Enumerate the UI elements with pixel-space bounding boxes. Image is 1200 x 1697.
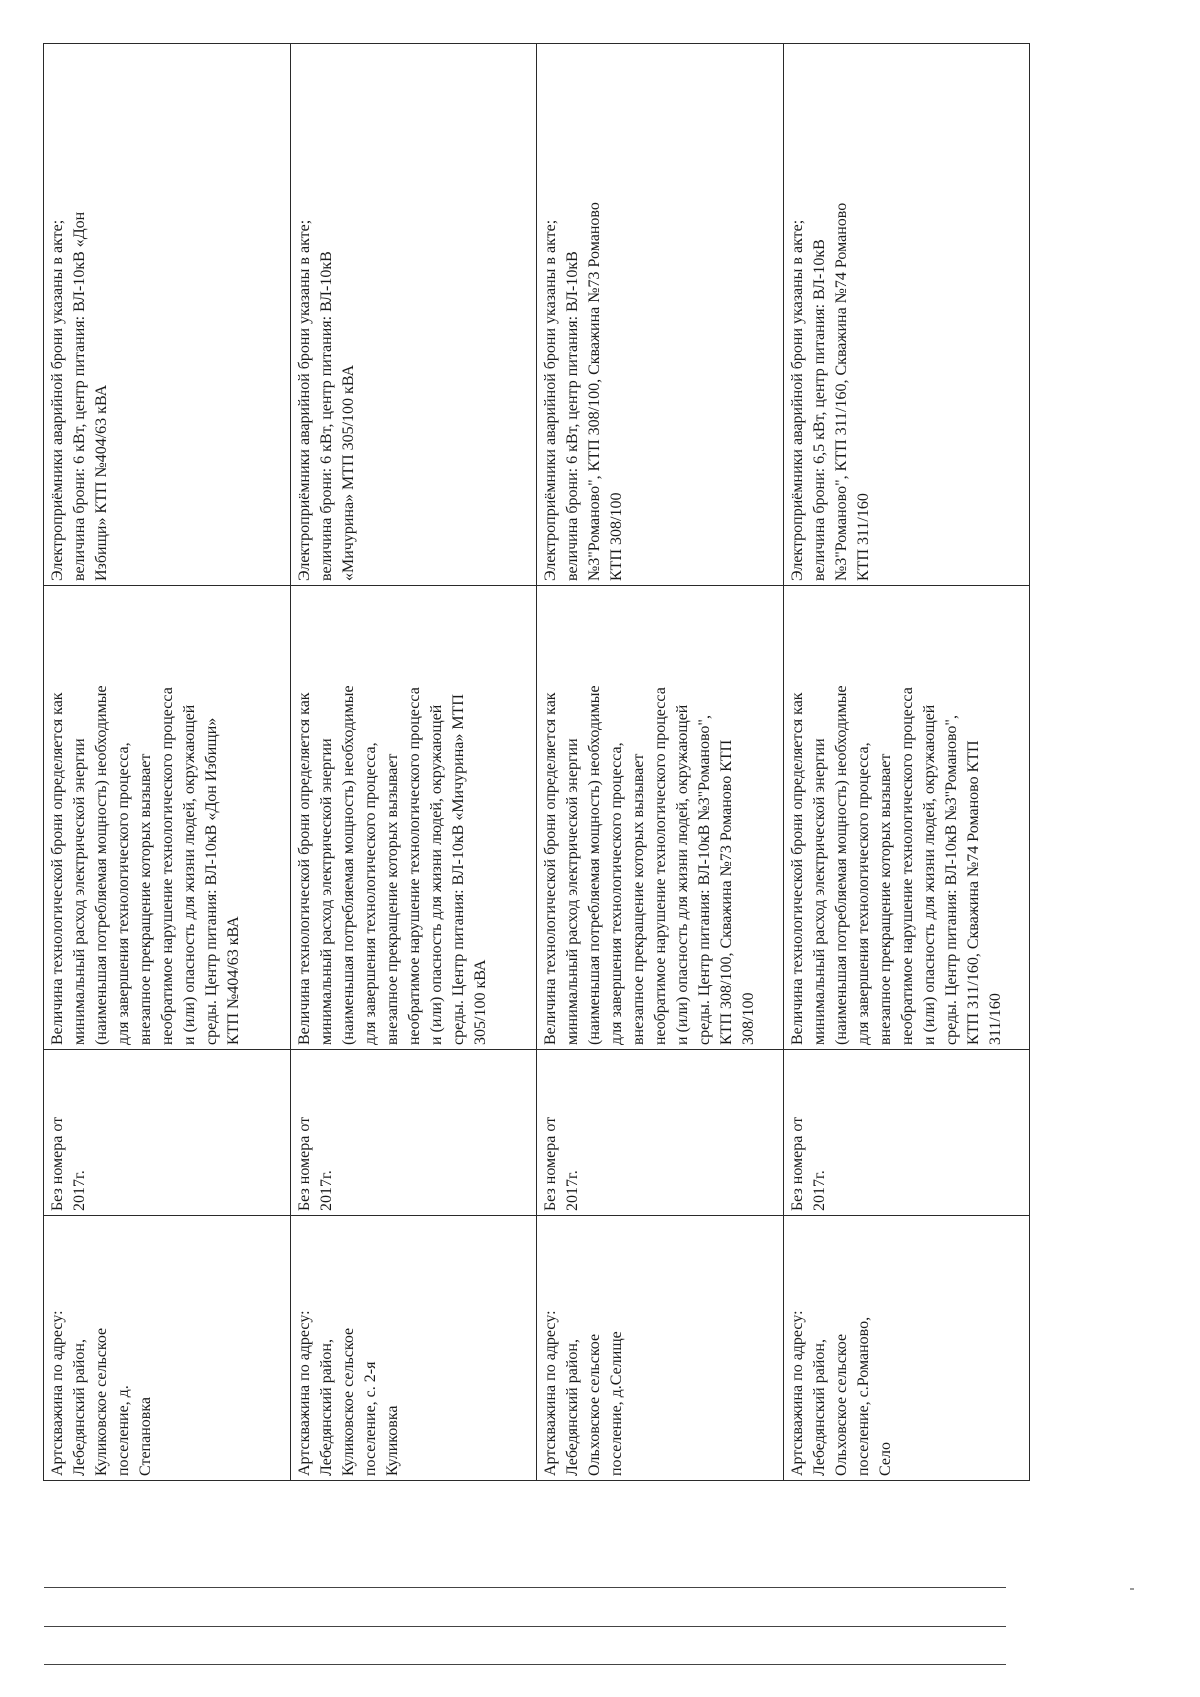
emergency-reserve-cell: Электроприёмники аварийной брони указаны в акте; величина брони: 6 кВт, центр питания: ВЛ-10кВ «Дон Избищи» КТП №404/63 кВА [44,44,291,586]
divider-line [44,1626,1006,1627]
table-row [44,44,291,1481]
emergency-reserve-cell: Электроприёмники аварийной брони указаны в акте; величина брони: 6,5 кВт, центр питания: ВЛ-10кВ №3"Романово", КТП 311/160, Скважина №74 Романово КТП 311/160 [783,44,1030,586]
table-row [783,44,1030,1481]
table-row [537,44,784,1481]
location-cell: Артскважина по адресу: Лебедянский район, Ольховское сельское поселение, д.Селище [537,1216,784,1481]
technological-reserve-cell: Величина технологической брони определяется как минимальный расход электрической энергии (наименьшая потребляемая мощность) необходимые для завершения технологического процесса, внезапное прекращение которых вызывает необратимое нарушение технологического процесса и (или) опасность для жизни людей, окружающей среды. Центр питания: ВЛ-10кВ «Мичурина» МТП 305/100 кВА [290,586,537,1050]
divider-line [44,1587,1006,1588]
scan-speck [1130,1588,1134,1590]
location-cell: Артскважина по адресу: Лебедянский район, Ольховское сельское поселение, с.Романово, Село [783,1216,1030,1481]
act-cell: Без номера от 2017г. [290,1050,537,1216]
act-cell: Без номера от 2017г. [44,1050,291,1216]
location-cell: Артскважина по адресу: Лебедянский район, Куликовское сельское поселение, с. 2-я Куликовка [290,1216,537,1481]
act-cell: Без номера от 2017г. [537,1050,784,1216]
power-reserve-table [43,43,1030,1481]
location-cell: Артскважина по адресу: Лебедянский район, Куликовское сельское поселение, д. Степановка [44,1216,291,1481]
emergency-reserve-cell: Электроприёмники аварийной брони указаны в акте; величина брони: 6 кВт, центр питания: ВЛ-10кВ «Мичурина» МТП 305/100 кВА [290,44,537,586]
rotated-table-wrapper [43,44,1030,1481]
technological-reserve-cell: Величина технологической брони определяется как минимальный расход электрической энергии (наименьшая потребляемая мощность) необходимые для завершения технологического процесса, внезапное прекращение которых вызывает необратимое нарушение технологического процесса и (или) опасность для жизни людей, окружающей среды. Центр питания: ВЛ-10кВ «Дон Избищи» КТП №404/63 кВА [44,586,291,1050]
table-row [290,44,537,1481]
divider-line [44,1664,1006,1665]
emergency-reserve-cell: Электроприёмники аварийной брони указаны в акте; величина брони: 6 кВт, центр питания: ВЛ-10кВ №3"Романово", КТП 308/100, Скважина №73 Романово КТП 308/100 [537,44,784,586]
act-cell: Без номера от 2017г. [783,1050,1030,1216]
technological-reserve-cell: Величина технологической брони определяется как минимальный расход электрической энергии (наименьшая потребляемая мощность) необходимые для завершения технологического процесса, внезапное прекращение которых вызывает необратимое нарушение технологического процесса и (или) опасность для жизни людей, окружающей среды. Центр питания: ВЛ-10кВ №3"Романово", КТП 308/100, Скважина №73 Романово КТП 308/100 [537,586,784,1050]
technological-reserve-cell: Величина технологической брони определяется как минимальный расход электрической энергии (наименьшая потребляемая мощность) необходимые для завершения технологического процесса, внезапное прекращение которых вызывает необратимое нарушение технологического процесса и (или) опасность для жизни людей, окружающей среды. Центр питания: ВЛ-10кВ №3"Романово", КТП 311/160, Скважина №74 Романово КТП 311/160 [783,586,1030,1050]
